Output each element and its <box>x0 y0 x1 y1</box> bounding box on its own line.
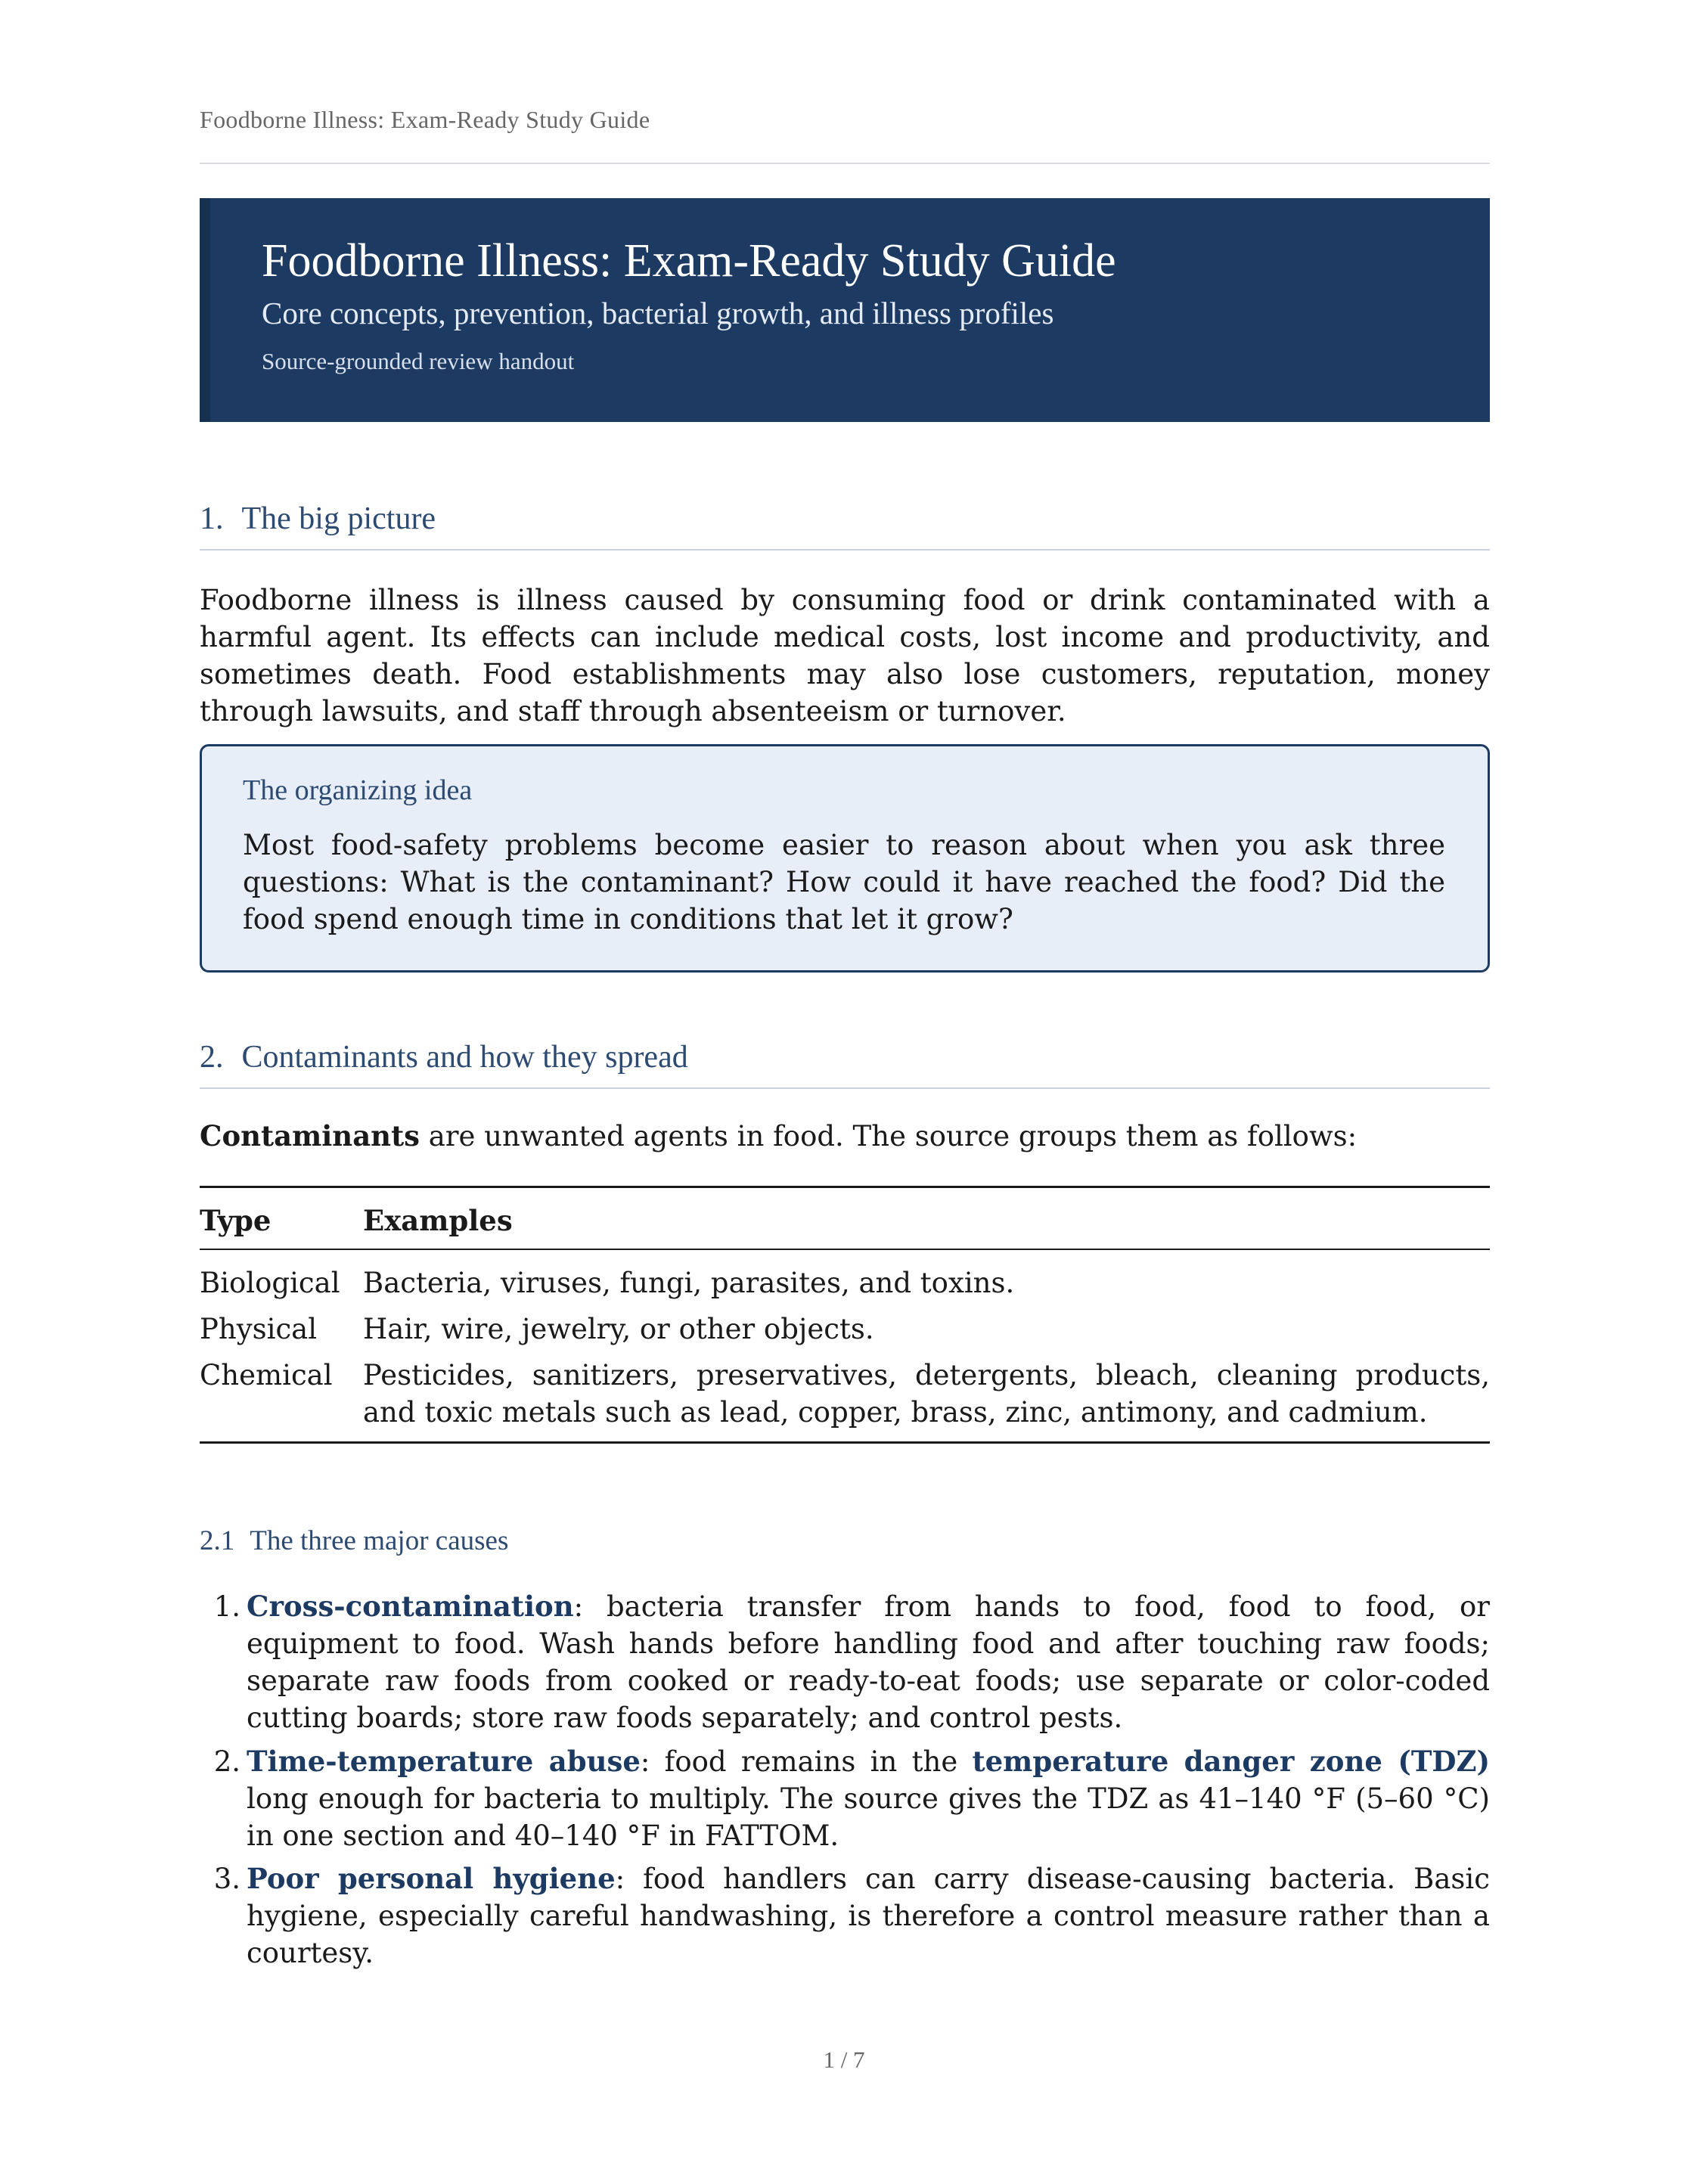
table-header-examples: Examples <box>363 1204 513 1237</box>
tdz-term: temperature danger zone (TDZ) <box>972 1745 1490 1778</box>
callout-title: The organizing idea <box>243 774 473 806</box>
section-2-title: Contaminants and how they spread <box>241 1040 688 1075</box>
cross-contamination-term: Cross-contamination <box>247 1590 574 1623</box>
poor-personal-hygiene-text: : food handlers can carry disease-causing bacteria. Basic hygiene, especially careful handwashing, is therefore a control measure rather than a courtesy. <box>247 1863 1490 1969</box>
section-2-heading <box>200 1039 688 1075</box>
table-bottom-rule <box>200 1441 1490 1444</box>
time-temperature-text-a: : food remains in the <box>640 1745 973 1778</box>
table-header-type: Type <box>200 1204 272 1237</box>
list-item-number: 3. <box>213 1863 240 1895</box>
table-cell-type: Chemical <box>200 1359 333 1391</box>
contaminants-term: Contaminants <box>200 1119 420 1152</box>
table-cell-examples: Bacteria, viruses, fungi, parasites, and toxins. <box>363 1267 1015 1299</box>
subsection-2-1-title: The three major causes <box>250 1525 509 1556</box>
running-header: Foodborne Illness: Exam-Ready Study Guide <box>200 106 650 133</box>
section-2-intro-text: are unwanted agents in food. The source groups them as follows: <box>420 1120 1358 1152</box>
section-2-intro <box>200 1118 1490 1155</box>
table-cell-examples: Hair, wire, jewelry, or other objects. <box>363 1313 874 1345</box>
section-2-number: 2. <box>200 1040 224 1075</box>
poor-personal-hygiene-term: Poor personal hygiene <box>247 1862 616 1895</box>
list-item-text <box>247 1588 1490 1736</box>
table-cell-type: Biological <box>200 1267 340 1299</box>
section-1-heading <box>200 501 436 537</box>
section-2-rule <box>200 1087 1490 1089</box>
document-subtitle: Core concepts, prevention, bacterial growth, and illness profiles <box>262 296 1054 330</box>
subsection-2-1-heading <box>200 1525 508 1557</box>
section-1-number: 1. <box>200 501 224 536</box>
section-1-title: The big picture <box>241 501 436 536</box>
document-tagline: Source-grounded review handout <box>262 348 575 374</box>
time-temperature-abuse-term: Time-temperature abuse <box>247 1745 641 1778</box>
cross-contamination-text: : bacteria transfer from hands to food, food to food, or equipment to food. Wash hands before handling food and after touching raw foods; separate raw foods from cooked or ready-to-eat foods; use separate or color-coded cutting boards; store raw foods separately; and control pests. <box>247 1590 1490 1734</box>
table-header-rule <box>200 1249 1490 1250</box>
callout-box <box>200 744 1490 973</box>
time-temperature-text-b: long enough for bacteria to multiply. The source gives the TDZ as 41–140 °F (5–60 °C) in one section and 40–140 °F in FATTOM. <box>247 1782 1490 1852</box>
list-item-text <box>247 1743 1490 1854</box>
list-item-text <box>247 1860 1490 1971</box>
list-item <box>200 1588 1490 1739</box>
section-1-rule <box>200 549 1490 551</box>
table-cell-type: Physical <box>200 1313 318 1345</box>
document-title: Foodborne Illness: Exam-Ready Study Guide <box>262 235 1116 287</box>
table-top-rule <box>200 1186 1490 1188</box>
list-item-number: 2. <box>213 1745 240 1778</box>
page-number: 1 / 7 <box>823 2046 865 2073</box>
title-banner <box>200 198 1490 422</box>
table-cell-examples: Pesticides, sanitizers, preservatives, detergents, bleach, cleaning products, and toxic metals such as lead, copper, brass, zinc, antimony, and cadmium. <box>363 1359 1490 1429</box>
list-item <box>200 1743 1490 1857</box>
section-1-paragraph: Foodborne illness is illness caused by consuming food or drink contaminated with a harmful agent. Its effects can include medical costs, lost income and productivity, and sometimes death. Food establishments may also lose customers, reputation, money through lawsuits, and staff through absenteeism or turnover. <box>200 584 1490 727</box>
list-item-number: 1. <box>213 1590 240 1623</box>
header-divider <box>200 163 1490 164</box>
subsection-2-1-number: 2.1 <box>200 1525 235 1556</box>
list-item <box>200 1860 1490 1969</box>
callout-body: Most food-safety problems become easier to reason about when you ask three questions: What is the contaminant? How could it have reached the food? Did the food spend enough time in conditions that let it grow? <box>243 829 1445 935</box>
